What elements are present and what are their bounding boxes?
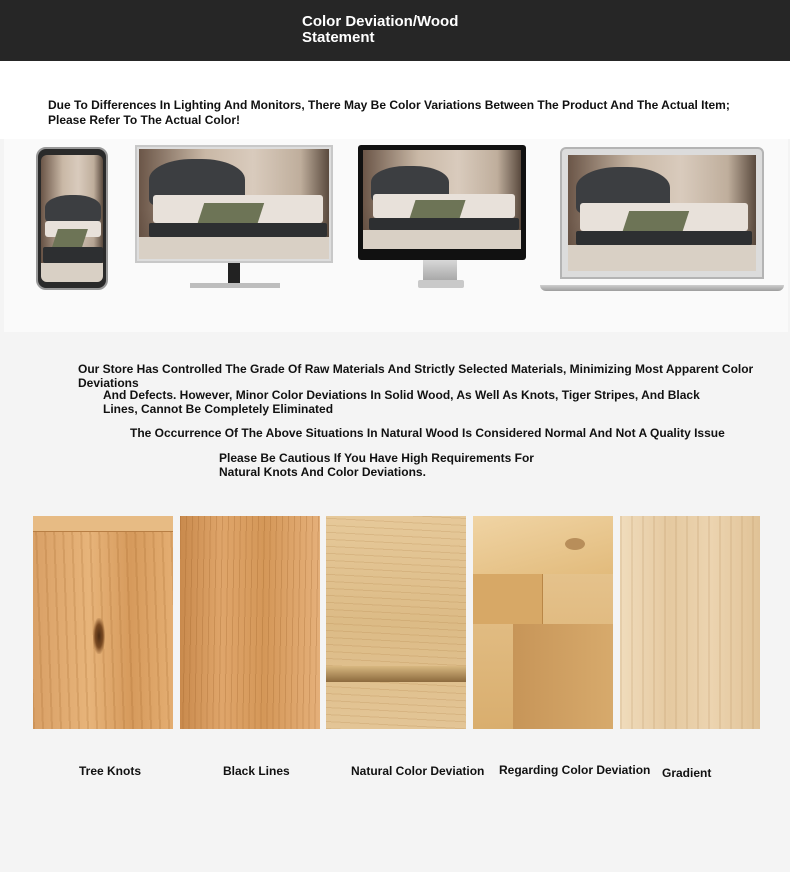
swatch-label-natural-color-deviation: Natural Color Deviation [351, 764, 485, 778]
knot-mark [93, 618, 105, 654]
monitor-device-2 [358, 145, 526, 260]
bed-photo [363, 150, 521, 249]
wood-swatch-natural-color-deviation [326, 516, 466, 729]
description-line-1: Our Store Has Controlled The Grade Of Raw Materials And Strictly Selected Materials, Minimizing Most Apparent Color Deviations [78, 362, 754, 390]
header-title: Color Deviation/Wood Statement [302, 13, 459, 46]
description-line-4: Please Be Cautious If You Have High Requirements For Natural Knots And Color Deviations. [219, 451, 534, 479]
monitor-stand-1 [228, 263, 240, 283]
monitor-device-1 [135, 145, 333, 263]
phone-device [36, 147, 108, 290]
monitor-base-2 [418, 280, 464, 288]
wood-swatch-tree-knots [33, 516, 173, 729]
swatch-label-tree-knots: Tree Knots [79, 764, 142, 778]
device-comparison-image [4, 139, 788, 332]
lighting-notice: Due To Differences In Lighting And Monitors, There May Be Color Variations Between The Product And The Actual Item; Please Refer To The Actual Color! [48, 98, 730, 127]
description-line-3: The Occurrence Of The Above Situations In Natural Wood Is Considered Normal And Not A Quality Issue [130, 426, 725, 440]
swatch-label-gradient: Gradient [662, 766, 712, 780]
monitor-stand-2 [423, 260, 457, 280]
monitor-base-1 [190, 283, 280, 288]
swatch-label-regarding-color-deviation: Regarding Color Deviation [499, 763, 651, 777]
laptop-keyboard-base [540, 285, 784, 291]
laptop-device [560, 147, 764, 279]
bed-photo [41, 155, 103, 282]
wood-swatch-regarding-color-deviation [473, 516, 613, 729]
bed-photo [139, 149, 329, 259]
header-banner [0, 0, 790, 61]
bed-photo [568, 155, 756, 271]
swatch-label-black-lines: Black Lines [223, 764, 290, 778]
wood-swatch-black-lines [180, 516, 320, 729]
description-line-2: And Defects. However, Minor Color Deviations In Solid Wood, As Well As Knots, Tiger Stripes, And Black Lines, Cannot Be Completely Eliminated [103, 388, 700, 416]
wood-swatch-gradient [620, 516, 760, 729]
